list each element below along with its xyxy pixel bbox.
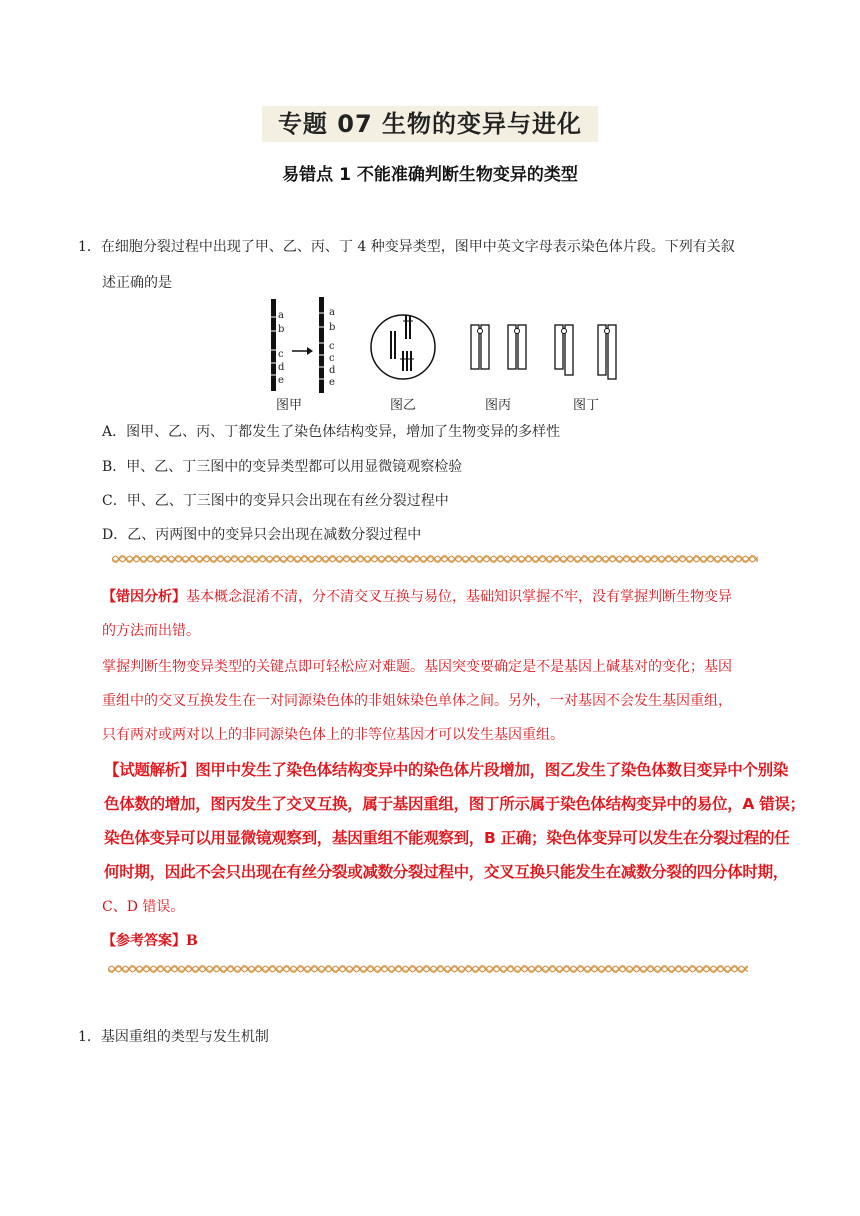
answer-value: B [186,933,198,949]
letter-e: e [329,377,335,388]
chromosome-original [271,299,285,391]
letter-d: d [329,365,336,376]
wave-divider [112,552,758,566]
section-number: 1． [78,1029,101,1045]
figure-label-ding: 图丁 [572,398,600,413]
figure-label-jia: 图甲 [275,398,303,413]
figure-label-yi: 图乙 [389,398,417,413]
answer-tag: 【参考答案】 [102,933,186,949]
letter-a: a [278,310,284,321]
figure-label-bing: 图丙 [484,398,512,413]
option-b: B．甲、乙、丁三图中的变异类型都可以用显微镜观察检验 [102,459,463,475]
letter-d: d [278,362,285,373]
option-d: D．乙、丙两图中的变异只会出现在减数分裂过程中 [102,527,422,543]
question-figure [255,295,635,415]
solution-line-1: 【试题解析】图甲中发生了染色体结构变异中的染色体片段增加，图乙发生了染色体数目变异中个别染 [104,761,789,779]
wave-divider [108,962,748,976]
letter-b: b [278,324,285,335]
page-subtitle: 易错点 1 不能准确判断生物变异的类型 [282,165,578,185]
cell-diagram [371,315,435,379]
error-analysis-line-2: 的方法而出错。 [102,623,200,639]
solution-line-5: C、D 错误。 [102,899,185,915]
reference-answer [102,930,198,950]
letter-c: c [329,341,335,352]
option-a: A．图甲、乙、丙、丁都发生了染色体结构变异，增加了生物变异的多样性 [102,424,561,440]
page-title: 专题 07 生物的变异与进化 [262,106,598,142]
option-c: C．甲、乙、丁三图中的变异只会出现在有丝分裂过程中 [102,493,449,509]
letter-e: e [278,375,284,386]
tip-line-2: 重组中的交叉互换发生在一对同源染色体的非姐妹染色单体之间。另外，一对基因不会发生基因重组， [102,693,732,709]
arrow-icon [292,347,313,355]
chromosome-duplicated [319,297,336,393]
solution-line-2: 色体数的增加，图丙发生了交叉互换，属于基因重组，图丁所示属于染色体结构变异中的易位，A 错误； [104,795,805,813]
translocation-diagram [555,325,616,379]
question-number: 1． [78,239,101,255]
solution-line-4: 何时期，因此不会只出现在有丝分裂或减数分裂过程中，交叉互换只能发生在减数分裂的四分体时期， [104,863,789,881]
letter-a: a [329,307,335,318]
error-analysis-tag: 【错因分析】 [102,589,186,605]
tip-line-3: 只有两对或两对以上的非同源染色体上的非等位基因才可以发生基因重组。 [102,727,564,743]
letter-c: c [329,353,335,364]
crossover-diagram [471,325,526,369]
tip-line-1: 掌握判断生物变异类型的关键点即可轻松应对难题。基因突变要确定是不是基因上碱基对的变化；基因 [102,659,732,675]
section-heading: 1．基因重组的类型与发生机制 [78,1029,269,1045]
letter-c: c [278,349,284,360]
solution-line-3: 染色体变异可以用显微镜观察到，基因重组不能观察到，B 正确；染色体变异可以发生在分裂过程的任 [104,829,790,847]
question-stem-line-2: 述正确的是 [102,275,172,291]
letter-b: b [329,322,336,333]
error-analysis-line-1: 【错因分析】基本概念混淆不清，分不清交叉互换与易位，基础知识掌握不牢，没有掌握判断生物变异 [102,589,732,605]
solution-tag: 【试题解析】 [104,761,196,779]
question-stem-line-1: 1．在细胞分裂过程中出现了甲、乙、丙、丁 4 种变异类型，图甲中英文字母表示染色体片段。下列有关叙 [78,239,735,255]
